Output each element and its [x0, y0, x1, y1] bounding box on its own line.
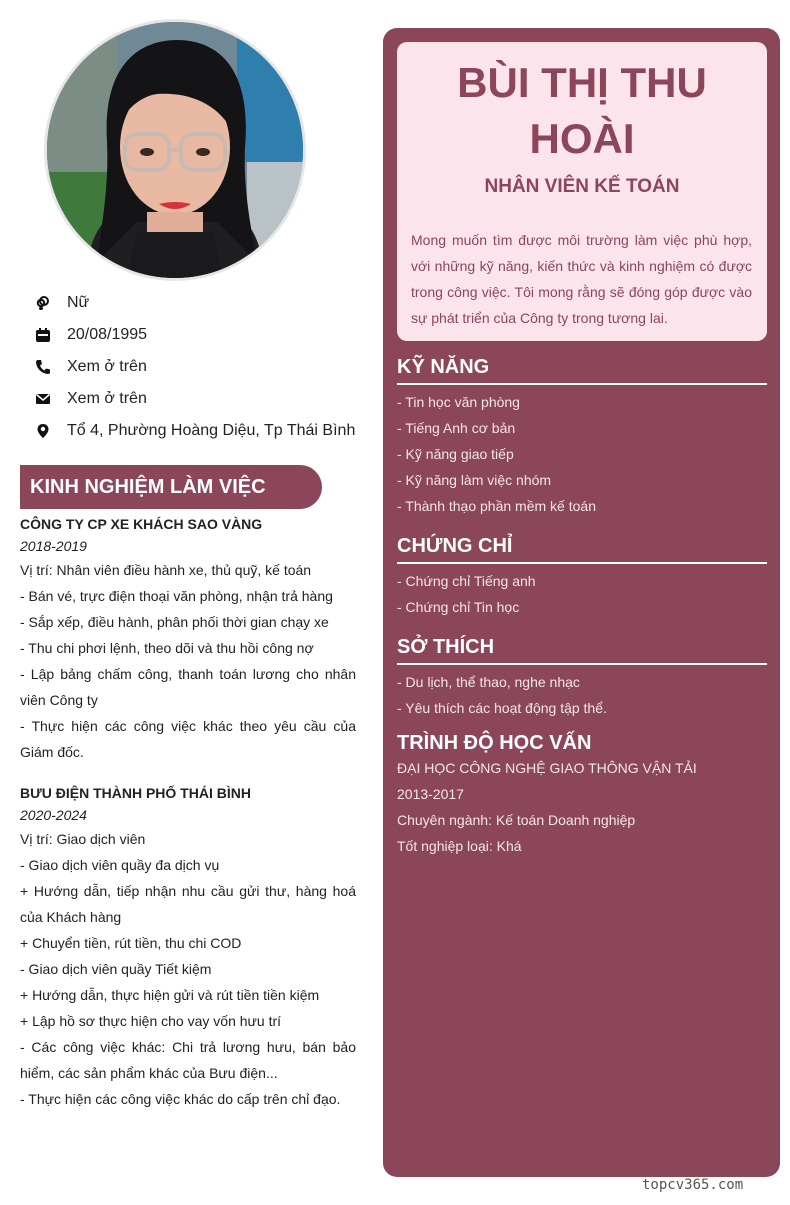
contact-birthday [34, 319, 374, 351]
hobbies-heading: SỞ THÍCH [397, 636, 767, 665]
education-item: Tốt nghiệp loại: Khá [397, 838, 522, 854]
contact-text: Nữ [67, 294, 90, 311]
education-item: 2013-2017 [397, 786, 464, 802]
education-section [397, 732, 767, 859]
job-line: - Giao dịch viên quầy Tiết kiệm [20, 961, 212, 977]
certificate-item: - Chứng chỉ Tin học [397, 599, 520, 615]
job-line: - Sắp xếp, điều hành, phân phối thời gian chạy xe [20, 614, 329, 630]
gender-icon [34, 294, 52, 312]
education-item: ĐẠI HỌC CÔNG NGHỆ GIAO THÔNG VẬN TẢI [397, 760, 697, 776]
contact-text: 20/08/1995 [67, 326, 148, 343]
profile-photo [44, 19, 306, 281]
full-name [397, 55, 767, 167]
company-name: CÔNG TY CP XE KHÁCH SAO VÀNG [20, 516, 263, 532]
job-line: + Hướng dẫn, thực hiện gửi và rút tiền tiền kiệm [20, 987, 320, 1003]
skill-item: - Tin học văn phòng [397, 394, 520, 410]
watermark: topcv365.com [642, 1177, 744, 1193]
experience-job-1 [20, 513, 356, 765]
education-heading: TRÌNH ĐỘ HỌC VẤN [397, 732, 592, 754]
job-period: 2020-2024 [20, 807, 87, 823]
job-line: + Hướng dẫn, tiếp nhận nhu cầu gửi thư, hàng hoá của Khách hàng [20, 883, 356, 925]
job-period: 2018-2019 [20, 538, 87, 554]
education-item: Chuyên ngành: Kế toán Doanh nghiệp [397, 812, 636, 828]
job-line: + Chuyển tiền, rút tiền, thu chi COD [20, 935, 242, 951]
job-line: Vị trí: Nhân viên điều hành xe, thủ quỹ, kế toán [20, 562, 312, 578]
name-line-2: HOÀI [529, 115, 635, 162]
phone-icon [34, 358, 52, 376]
contact-email [34, 383, 374, 415]
experience-heading: KINH NGHIỆM LÀM VIỆC [20, 465, 322, 509]
job-line: - Thu chi phơi lệnh, theo dõi và thu hồi công nợ [20, 640, 314, 656]
skills-heading: KỸ NĂNG [397, 356, 767, 385]
job-line: - Các công việc khác: Chi trả lương hưu, bán bảo hiểm, các sản phẩm khác của Bưu điện... [20, 1039, 356, 1081]
contact-gender [34, 287, 374, 319]
calendar-icon [34, 326, 52, 344]
email-icon [34, 390, 52, 408]
skill-item: - Tiếng Anh cơ bản [397, 420, 516, 436]
hobby-item: - Du lịch, thể thao, nghe nhạc [397, 674, 580, 690]
skill-item: - Thành thạo phần mềm kế toán [397, 498, 596, 514]
contact-list [34, 287, 374, 447]
name-line-1: BÙI THỊ THU [457, 59, 707, 106]
contact-text: Xem ở trên [67, 358, 147, 375]
contact-text: Tổ 4, Phường Hoàng Diệu, Tp Thái Bình [67, 422, 356, 439]
contact-phone [34, 351, 374, 383]
location-icon [34, 422, 52, 440]
job-line: - Thực hiện các công việc khác do cấp trên chỉ đạo. [20, 1091, 341, 1107]
job-line: Vị trí: Giao dịch viên [20, 831, 146, 847]
job-title: NHÂN VIÊN KẾ TOÁN [484, 176, 680, 197]
skill-item: - Kỹ năng làm việc nhóm [397, 472, 552, 488]
certificates-heading: CHỨNG CHỈ [397, 535, 767, 564]
job-line: - Giao dịch viên quầy đa dịch vụ [20, 857, 220, 873]
career-objective: Mong muốn tìm được môi trường làm việc phù hợp, với những kỹ năng, kiến thức và kinh nghiệm có được trong công việc. Tôi mong rằng sẽ đóng góp được vào sự phát triển của Công ty trong tương lai. [411, 232, 752, 326]
experience-job-2 [20, 782, 356, 1112]
certificates-section [397, 535, 767, 620]
job-line: - Lập bảng chấm công, thanh toán lương cho nhân viên Công ty [20, 666, 356, 708]
job-line: + Lập hồ sơ thực hiện cho vay vốn hưu trí [20, 1013, 282, 1029]
company-name: BƯU ĐIỆN THÀNH PHỐ THÁI BÌNH [20, 785, 251, 801]
contact-text: Xem ở trên [67, 390, 147, 407]
certificate-item: - Chứng chỉ Tiếng anh [397, 573, 536, 589]
skills-section [397, 356, 767, 519]
hobbies-section [397, 636, 767, 721]
hobby-item: - Yêu thích các hoạt động tập thể. [397, 700, 607, 716]
skill-item: - Kỹ năng giao tiếp [397, 446, 514, 462]
contact-address [34, 415, 374, 447]
job-line: - Thực hiện các công việc khác theo yêu cầu của Giám đốc. [20, 718, 356, 760]
job-line: - Bán vé, trực điện thoại văn phòng, nhận trả hàng [20, 588, 333, 604]
